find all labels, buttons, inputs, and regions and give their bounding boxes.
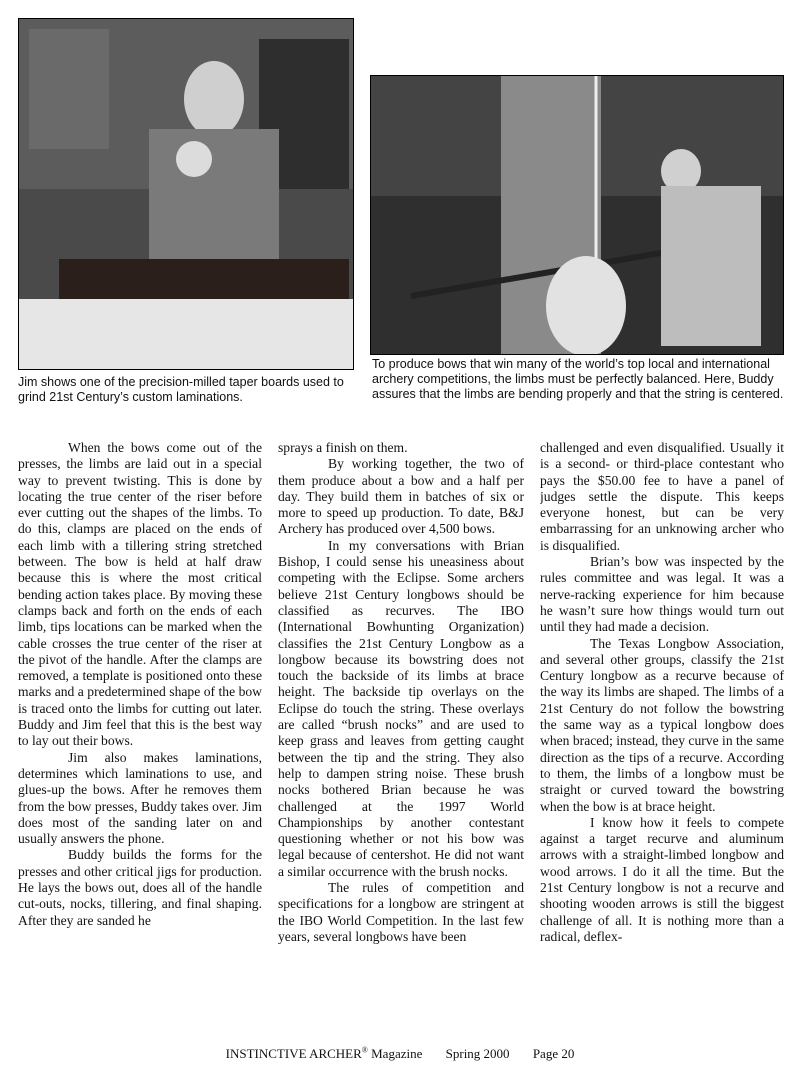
photo-jim-taper-board	[18, 18, 354, 370]
photo-jim-image	[19, 19, 353, 369]
paragraph: In my conversations with Brian Bishop, I could sense his uneasiness about competing with the Eclipse. Some archers believe 21st Century longbows should be classified as recurves. The IBO (International Bowhunting Organization) classifies the 21st Century Longbow as a longbow because its bowstring does not touch the backside of its limbs at brace height. The backside tip overlays on the Eclipse do touch the string. These overlays are called “brush nocks” and are used to keep grass and leaves from getting caught between the tip and the string. They also help to dampen string noise. These brush nocks bothered Brian because he was challenged at the 1997 World Championships by another contestant questioning whether or not his bow was legal because of centershot. He did not want a similar occurrence with the brush nocks.	[278, 537, 524, 879]
paragraph: Jim also makes laminations, determines which laminations to use, and glues-up the bows. After he removes them from the bow presses, Buddy takes over. Jim does most of the sanding later on and usually answers the phone.	[18, 749, 262, 847]
article-column-3	[540, 440, 784, 1048]
footer-magazine	[226, 1046, 423, 1062]
registered-mark: ®	[361, 1045, 368, 1055]
photo-buddy-image	[371, 76, 783, 354]
article-column-1	[18, 440, 262, 1048]
footer-issue: Spring 2000	[445, 1046, 510, 1061]
paragraph-continued: challenged and even disqualified. Usually it is a second- or third-place contestant who pays the $50.00 fee to have a panel of judges settle the dispute. This keeps everyone honest, but can be very embarrassing for an unknowing archer who is disqualified.	[540, 440, 784, 553]
paragraph: Brian’s bow was inspected by the rules committee and was legal. It was a nerve-racking experience for him because he wasn’t sure how things would turn out until they had made a decision.	[540, 554, 784, 635]
paragraph-continued: sprays a finish on them.	[278, 440, 408, 455]
footer-magazine-word: Magazine	[371, 1046, 423, 1061]
article-column-2	[278, 440, 524, 1048]
paragraph: Buddy builds the forms for the presses and other critical jigs for production. He lays the bows out, does all of the handle cut-outs, nocks, tillering, and final shaping. After they are sanded he	[18, 847, 262, 928]
caption-right: To produce bows that win many of the world’s top local and international archery competitions, the limbs must be perfectly balanced. Here, Buddy assures that the limbs are bending properly and that the string is centered.	[372, 357, 784, 401]
paragraph: By working together, the two of them produce about a bow and a half per day. They build them in batches of six or more to speed up production. To date, B&J Archery has produced over 4,500 bows.	[278, 456, 524, 537]
paragraph: I know how it feels to compete against a target recurve and aluminum arrows with a straight-limbed longbow and wood arrows. I do it all the time. But the 21st Century longbow is not a recurve and shooting wooden arrows is still the biggest challenge of all. It is nothing more than a radical, deflex-	[540, 814, 784, 944]
photo-buddy-bow	[370, 75, 784, 355]
paragraph: The rules of competition and specifications for a longbow are stringent at the IBO World Competition. In the last few years, several longbows have been	[278, 880, 524, 944]
caption-left: Jim shows one of the precision-milled taper boards used to grind 21st Century’s custom laminations.	[18, 375, 344, 404]
page-footer	[0, 1046, 800, 1062]
footer-magazine-name: INSTINCTIVE ARCHER	[225, 1046, 362, 1061]
paragraph: When the bows come out of the presses, the limbs are laid out in a special way to prevent twisting. This is done by locating the true center of the riser before ever cutting out the shapes of the limbs. To do this, clamps are placed on the ends of each limb with a tillering string stretched between. The bow is held at half draw because this is where the most critical bending action takes place. By moving these clamps back and forth on the ends of each limb, tips locations can be marked when the cable crosses the true center of the riser at the pivot of the handle. After the clamps are removed, a template is positioned onto these marks and a predetermined shape of the bow is traced onto the limbs for cutting out later. Buddy and Jim feel that this is the best way to lay out their bows.	[18, 440, 262, 749]
paragraph: The Texas Longbow Association, and several other groups, classify the 21st Century longbow as a recurve because of the way its limbs are shaped. The limbs of a 21st Century do not follow the bowstring the same way as a typical longbow does when braced; instead, they curve in the same direction as the tips of a recurve. According to them, the limbs of a longbow must be straight or curved toward the bowstring when the bow is at brace height.	[540, 635, 784, 814]
footer-page-number: Page 20	[532, 1046, 575, 1061]
